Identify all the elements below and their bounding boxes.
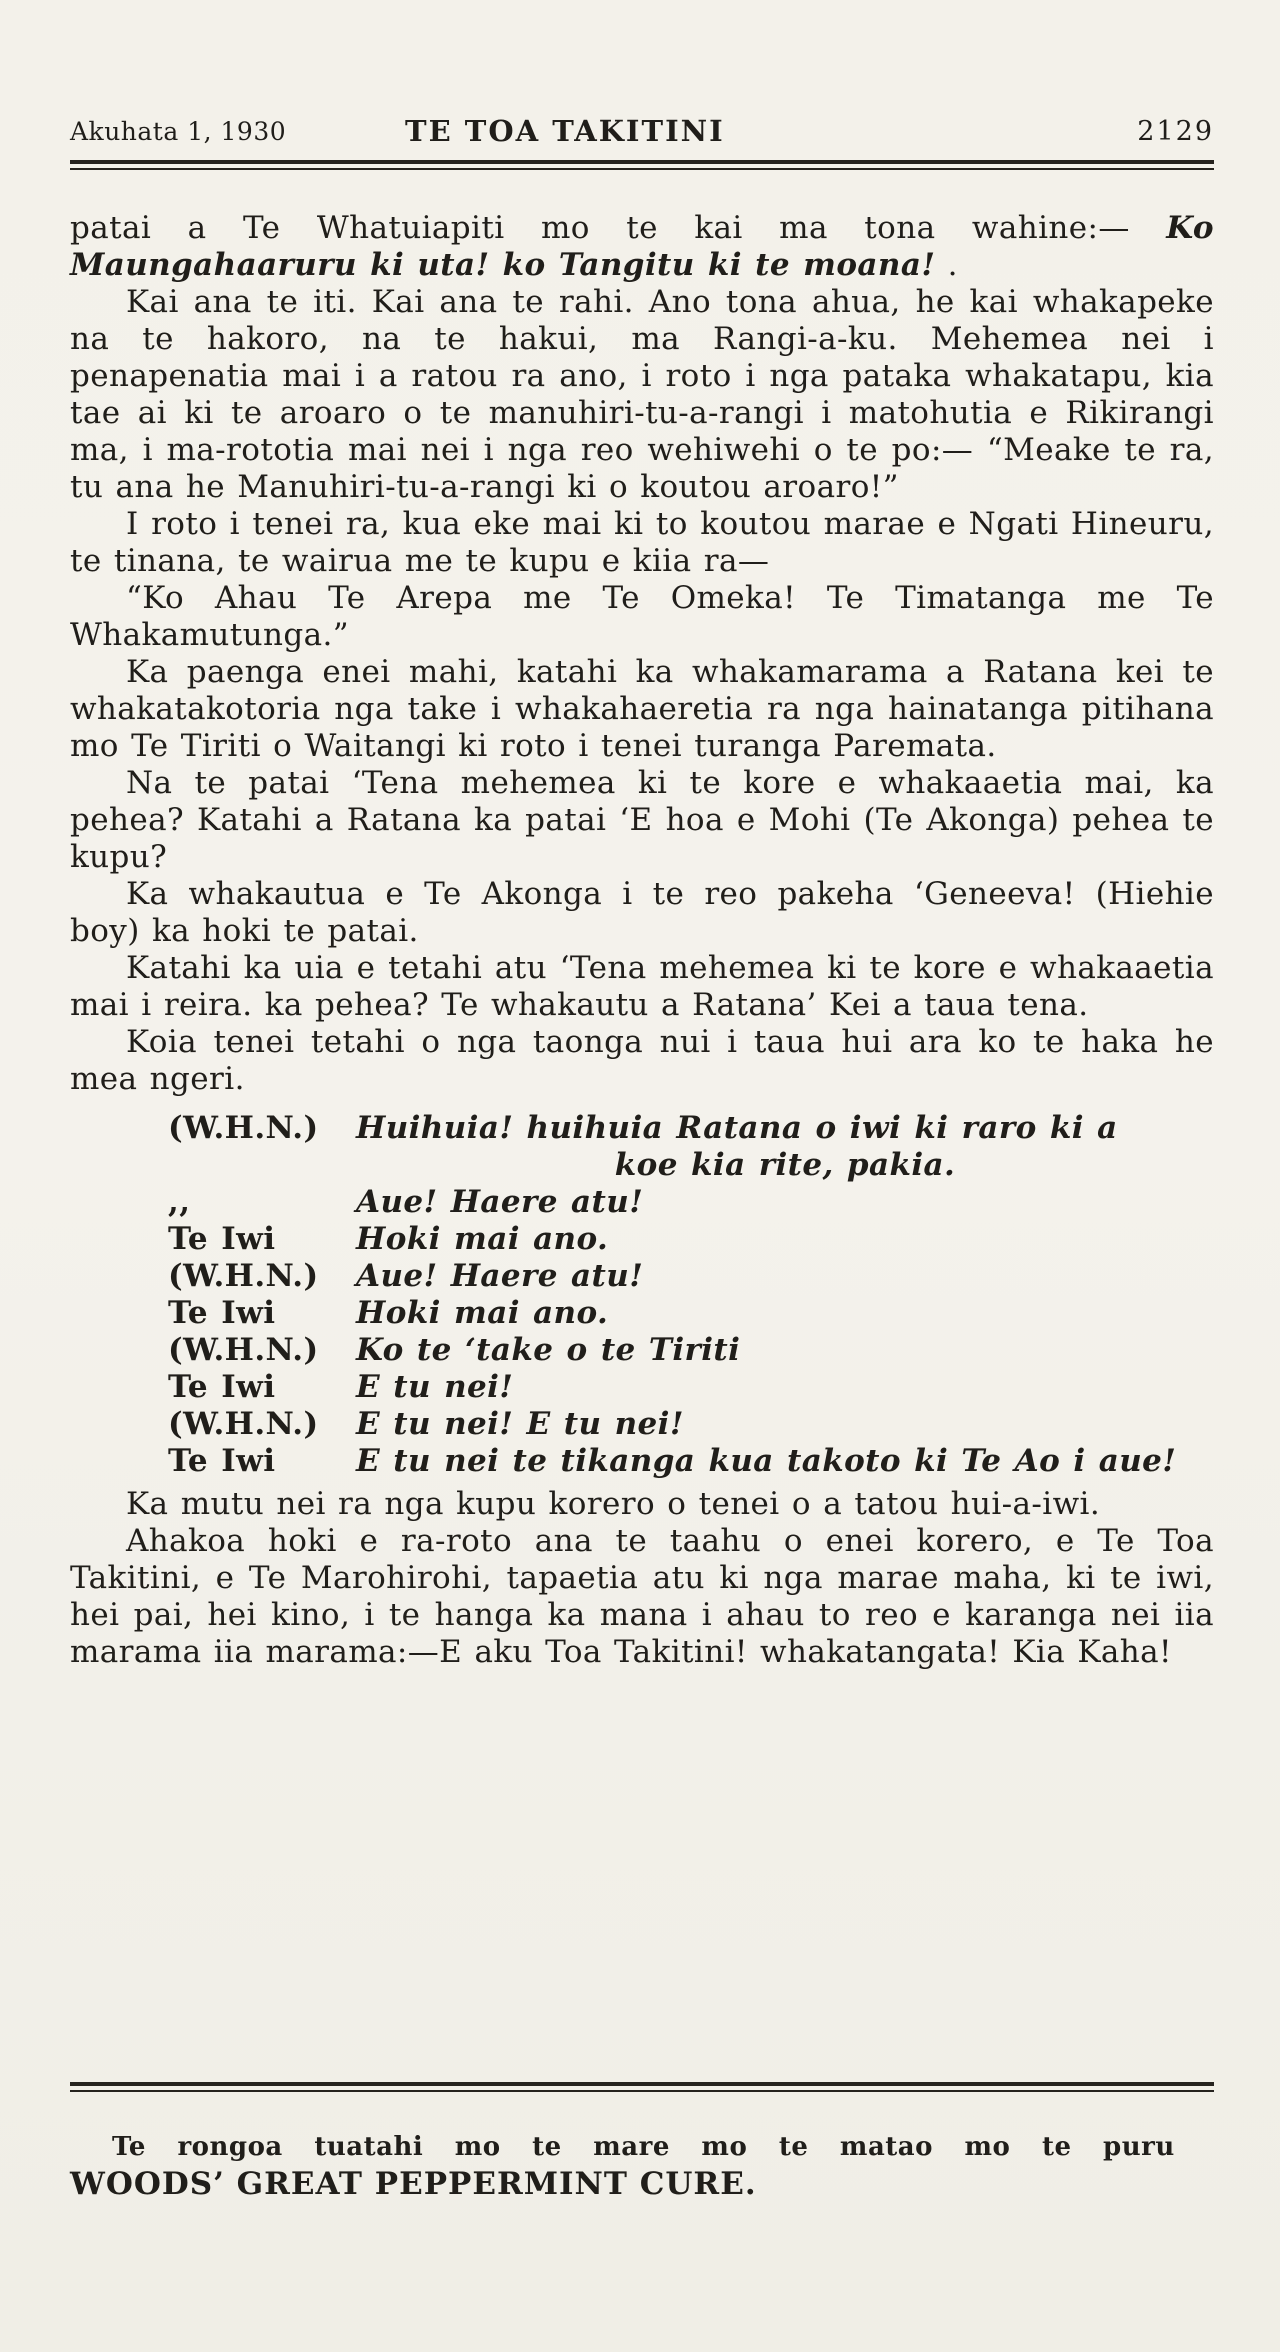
chant-line: E tu nei! (356, 1369, 514, 1405)
paragraph: Ka whakautua e Te Akonga i te reo pakeha ‘Geneeva! (Hiehie boy) ka hoki te patai. (70, 876, 1214, 949)
chant-row (168, 1110, 1214, 1184)
speaker-label: Te Iwi (168, 1295, 276, 1331)
chant-section (70, 1110, 1214, 1480)
paragraph: Koia tenei tetahi o nga taonga nui i taua hui ara ko te haka he mea ngeri. (70, 1024, 1214, 1097)
paragraph (70, 210, 1214, 284)
chant-line: Hoki mai ano. (356, 1295, 609, 1331)
chant-row (168, 1443, 1214, 1480)
speaker-label: (W.H.N.) (168, 1406, 319, 1442)
header-rule (70, 160, 1214, 170)
chant-row (168, 1295, 1214, 1332)
chant-line (356, 1110, 1214, 1184)
speaker-label: Te Iwi (168, 1221, 276, 1257)
chant-line: E tu nei! E tu nei! (356, 1406, 684, 1442)
paragraph: Ahakoa hoki e ra-roto ana te taahu o enei korero, e Te Toa Takitini, e Te Marohirohi, tapaetia atu ki nga marae maha, ki te iwi, hei pai, hei kino, i te hanga ka mana i ahau to reo e karanga nei iia marama iia marama:—E aku Toa Takitini! whakatangata! Kia Kaha! (70, 1523, 1214, 1670)
advert-footer (70, 2082, 1214, 2202)
publication-title: TE TOA TAKITINI (405, 114, 725, 148)
chant-row (168, 1258, 1214, 1295)
chant-line: Hoki mai ano. (356, 1221, 609, 1257)
paragraph-emphasis: Ko Maungahaaruru ki uta! ko Tangitu ki te moana! (70, 210, 1214, 283)
paragraph: Kai ana te iti. Kai ana te rahi. Ano tona ahua, he kai whakapeke na te hakoro, na te hakui, ma Rangi-a-ku. Mehemea nei i penapenatia mai i a ratou ra ano, i roto i nga pataka whakatapu, kia tae ai ki te aroaro o te manuhiri-tu-a-rangi i matohutia e Rikirangi ma, i ma-rototia mai nei i nga reo wehiwehi o te po:— “Meake te ra, tu ana he Manuhiri-tu-a-rangi ki o koutou aroaro!” (70, 284, 1214, 505)
speaker-label: (W.H.N.) (168, 1332, 319, 1368)
issue-date: Akuhata 1, 1930 (70, 117, 287, 146)
paragraph: “Ko Ahau Te Arepa me Te Omeka! Te Timatanga me Te Whakamutunga.” (70, 580, 1214, 653)
paragraph: I roto i tenei ra, kua eke mai ki to koutou marae e Ngati Hineuru, te tinana, te wairua me te kupu e kiia ra— (70, 506, 1214, 579)
masthead (70, 116, 1214, 160)
footer-rule (70, 2082, 1214, 2092)
advert-product-name: WOODS’ GREAT PEPPERMINT CURE. (70, 2166, 757, 2202)
chant-row (168, 1184, 1214, 1221)
speaker-label: Te Iwi (168, 1369, 276, 1405)
chant-row (168, 1369, 1214, 1406)
article-body (70, 210, 1214, 1671)
paragraph: Na te patai ‘Tena mehemea ki te kore e whakaaetia mai, ka pehea? Katahi a Ratana ka patai ‘E hoa e Mohi (Te Akonga) pehea te kupu? (70, 765, 1214, 875)
chant-line: Aue! Haere atu! (356, 1258, 644, 1294)
chant-line: Ko te ‘take o te Tiriti (356, 1332, 741, 1368)
paragraph: Ka mutu nei ra nga kupu korero o tenei o a tatou hui-a-iwi. (126, 1486, 1101, 1522)
paragraph: Ka paenga enei mahi, katahi ka whakamarama a Ratana kei te whakatakotoria nga take i whakahaeretia ra nga hainatanga pitihana mo Te Tiriti o Waitangi ki roto i tenei turanga Paremata. (70, 654, 1214, 764)
speaker-label: (W.H.N.) (168, 1110, 319, 1146)
chant-row (168, 1332, 1214, 1369)
chant-line: E tu nei te tikanga kua takoto ki Te Ao i aue! (356, 1443, 1177, 1479)
speaker-label: (W.H.N.) (168, 1258, 319, 1294)
chant-line: Aue! Haere atu! (356, 1184, 644, 1220)
speaker-label: ,, (168, 1184, 191, 1220)
chant-row (168, 1221, 1214, 1258)
advert-line: Te rongoa tuatahi mo te mare mo te matao mo te puru (112, 2132, 1175, 2162)
chant-line-continuation: koe kia rite, pakia. (614, 1147, 956, 1183)
chant-line-text: Huihuia! huihuia Ratana o iwi ki raro ki a (356, 1110, 1118, 1146)
paragraph-text: patai a Te Whatuiapiti mo te kai ma tona wahine:— (70, 210, 1167, 246)
paragraph: Katahi ka uia e tetahi atu ‘Tena mehemea ki te kore e whakaaetia mai i reira. ka pehea? Te whakautu a Ratana’ Kei a taua tena. (70, 950, 1214, 1023)
speaker-label: Te Iwi (168, 1443, 276, 1479)
page-number: 2129 (1137, 116, 1214, 147)
chant-row (168, 1406, 1214, 1443)
paragraph-text: . (935, 247, 958, 283)
